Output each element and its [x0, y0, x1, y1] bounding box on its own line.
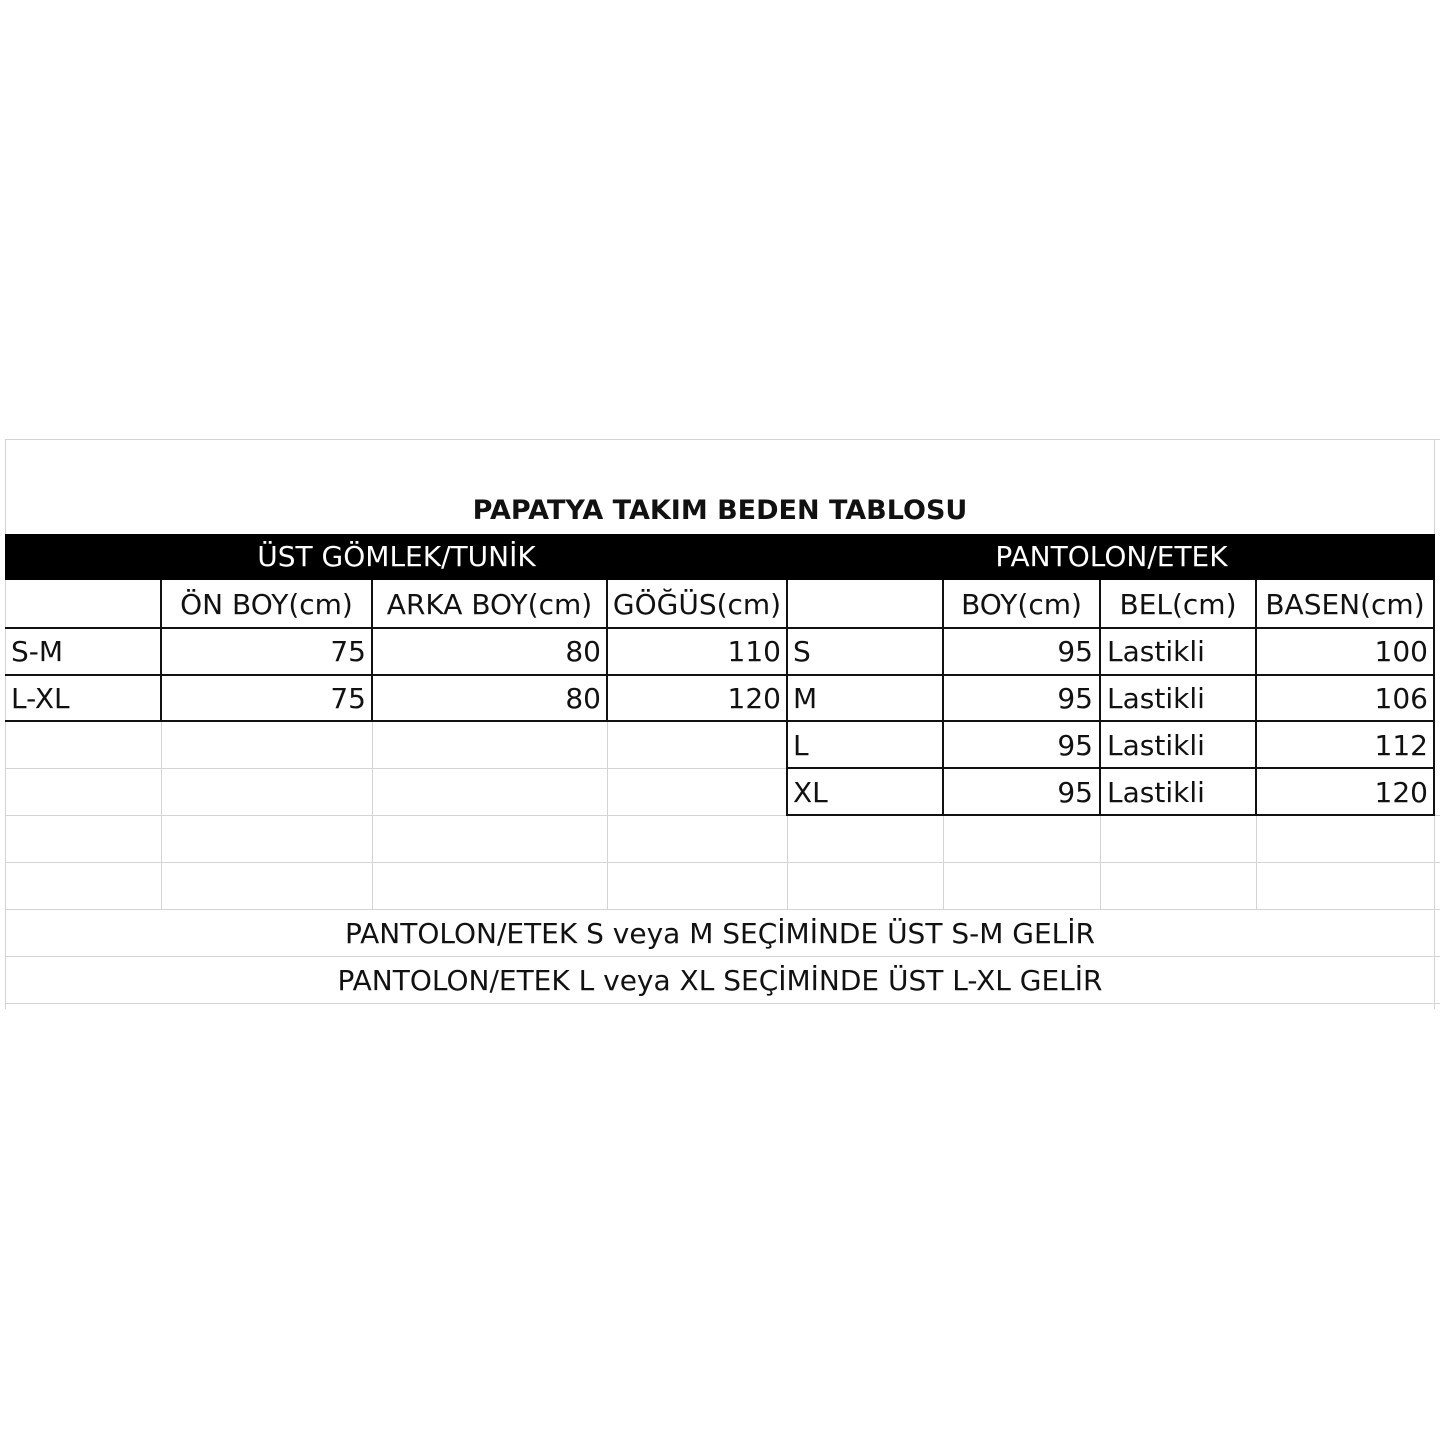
- value-cell: 80: [565, 682, 601, 715]
- column-header: BOY(cm): [961, 588, 1082, 621]
- size-cell: S: [793, 635, 811, 668]
- value-cell: Lastikli: [1107, 729, 1205, 762]
- value-cell: 100: [1374, 635, 1428, 668]
- gridline: [787, 815, 788, 909]
- gridline: [1100, 815, 1101, 909]
- value-cell: 95: [1057, 635, 1093, 668]
- value-cell: 112: [1374, 729, 1428, 762]
- gridline: [5, 768, 788, 769]
- size-cell: M: [793, 682, 818, 715]
- gridline: [5, 439, 1440, 440]
- column-header: GÖĞÜS(cm): [612, 588, 782, 621]
- value-cell: 120: [1374, 776, 1428, 809]
- value-cell: Lastikli: [1107, 776, 1205, 809]
- gridline: [372, 721, 373, 909]
- gridline: [607, 721, 608, 909]
- value-cell: 110: [727, 635, 781, 668]
- value-cell: 95: [1057, 729, 1093, 762]
- column-header: BASEN(cm): [1265, 588, 1425, 621]
- note-line: PANTOLON/ETEK S veya M SEÇİMİNDE ÜST S-M GELİR: [345, 917, 1095, 950]
- size-cell: S-M: [11, 635, 64, 668]
- column-header: ARKA BOY(cm): [386, 588, 593, 621]
- gridline: [943, 815, 944, 909]
- size-cell: L: [793, 729, 809, 762]
- gridline: [5, 862, 1440, 863]
- gridline: [161, 721, 162, 909]
- top-section-header: ÜST GÖMLEK/TUNİK: [257, 540, 536, 573]
- value-cell: 75: [330, 635, 366, 668]
- value-cell: 80: [565, 635, 601, 668]
- size-cell: XL: [793, 776, 828, 809]
- size-cell: L-XL: [11, 682, 70, 715]
- note-line: PANTOLON/ETEK L veya XL SEÇİMİNDE ÜST L-XL GELİR: [337, 964, 1103, 997]
- cell-border: [1433, 580, 1435, 816]
- value-cell: 120: [727, 682, 781, 715]
- cell-border: [786, 580, 788, 816]
- column-header: BEL(cm): [1119, 588, 1237, 621]
- bottom-section-header: PANTOLON/ETEK: [995, 540, 1228, 573]
- value-cell: 95: [1057, 776, 1093, 809]
- value-cell: 106: [1374, 682, 1428, 715]
- chart-title: PAPATYA TAKIM BEDEN TABLOSU: [472, 495, 968, 526]
- gridline: [5, 909, 1440, 910]
- value-cell: 95: [1057, 682, 1093, 715]
- value-cell: Lastikli: [1107, 682, 1205, 715]
- column-header: ÖN BOY(cm): [180, 588, 353, 621]
- value-cell: Lastikli: [1107, 635, 1205, 668]
- value-cell: 75: [330, 682, 366, 715]
- gridline: [1256, 815, 1257, 909]
